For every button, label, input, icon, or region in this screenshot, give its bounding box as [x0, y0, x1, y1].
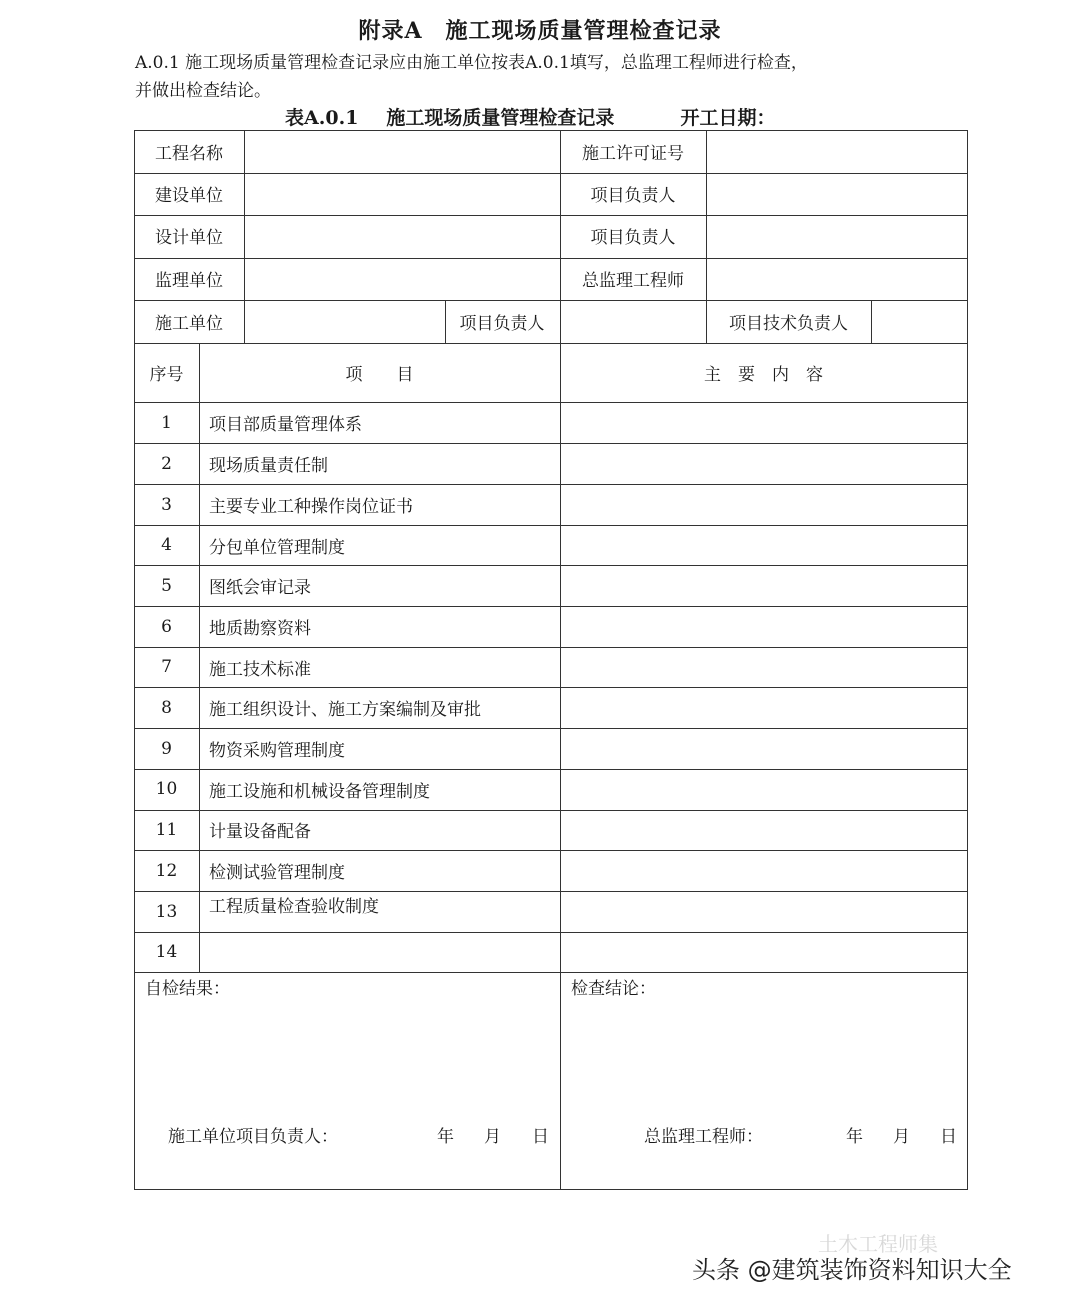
column-header-no: 序号	[149, 365, 184, 385]
row-content-field[interactable]	[560, 525, 967, 565]
supervisor-signer-label: 总监理工程师：	[644, 1126, 763, 1147]
project-name-field[interactable]	[245, 130, 559, 172]
row-number: 14	[155, 942, 178, 962]
table-caption	[285, 103, 775, 130]
row-number: 1	[161, 412, 172, 433]
contractor-signer-label: 施工单位项目负责人：	[168, 1126, 338, 1147]
design-unit-field[interactable]	[245, 214, 559, 257]
row-number: 2	[161, 453, 172, 474]
row-item: 施工技术标准	[209, 659, 311, 680]
row-number: 8	[161, 697, 172, 718]
contractor-sign-month: 月	[484, 1126, 501, 1147]
row-number: 9	[161, 738, 172, 759]
design-unit-label: 设计单位	[155, 228, 223, 248]
chief-supervisor-label: 总监理工程师	[582, 270, 684, 291]
table-number: 表A.0.1	[285, 107, 359, 129]
row-number: 13	[155, 901, 178, 922]
row-content-field[interactable]	[560, 647, 967, 687]
row-content-field[interactable]	[560, 484, 967, 525]
construction-unit-field[interactable]	[245, 172, 559, 214]
row-number: 5	[161, 575, 172, 596]
row-content-field[interactable]	[560, 932, 967, 972]
owner-manager-label: 项目负责人	[590, 185, 676, 206]
row-content-field[interactable]	[560, 850, 967, 891]
appendix-title: 附录A 施工现场质量管理检查记录	[358, 18, 722, 44]
contractor-sign-year: 年	[437, 1126, 454, 1147]
permit-number-field[interactable]	[707, 130, 967, 172]
row-number: 12	[155, 860, 178, 881]
contractor-sign-day: 日	[532, 1126, 549, 1147]
chief-supervisor-field[interactable]	[707, 257, 967, 299]
row-content-field[interactable]	[560, 769, 967, 809]
technical-manager-label: 项目技术负责人	[729, 314, 848, 334]
construction-unit-label: 建设单位	[155, 185, 223, 206]
row-item: 图纸会审记录	[209, 578, 311, 598]
row-number: 4	[161, 535, 172, 555]
watermark-faint-text: 土木工程师集	[818, 1232, 938, 1256]
watermark-text: 头条 @建筑装饰资料知识大全	[692, 1256, 1012, 1284]
row-content-field[interactable]	[560, 809, 967, 850]
row-item: 施工组织设计、施工方案编制及审批	[209, 700, 481, 720]
project-name-label: 工程名称	[155, 143, 223, 164]
row-item: 项目部质量管理体系	[209, 415, 362, 435]
row-item[interactable]	[209, 932, 559, 972]
row-content-field[interactable]	[560, 728, 967, 769]
row-number: 7	[161, 657, 172, 677]
contractor-unit-field[interactable]	[245, 300, 444, 343]
row-item: 物资采购管理制度	[209, 741, 345, 761]
contractor-manager-field[interactable]	[560, 300, 706, 343]
conclusion-label: 检查结论：	[571, 978, 656, 999]
start-date-label: 开工日期：	[680, 107, 776, 129]
row-content-field[interactable]	[560, 606, 967, 647]
permit-number-label: 施工许可证号	[582, 143, 684, 164]
column-header-item: 项 目	[345, 365, 414, 385]
row-content-field[interactable]	[560, 891, 967, 932]
row-content-field[interactable]	[560, 443, 967, 484]
contractor-manager-label: 项目负责人	[459, 314, 545, 334]
design-manager-field[interactable]	[707, 214, 967, 257]
supervisor-sign-year: 年	[846, 1126, 863, 1147]
row-item: 施工设施和机械设备管理制度	[209, 781, 430, 802]
row-item: 地质勘察资料	[209, 619, 311, 639]
row-item: 现场质量责任制	[209, 456, 328, 476]
supervisor-sign-month: 月	[893, 1126, 910, 1147]
row-item: 工程质量检查验收制度	[209, 897, 379, 917]
intro-text-line-2: 并做出检查结论。	[135, 81, 271, 101]
row-number: 11	[155, 819, 178, 840]
technical-manager-field[interactable]	[871, 300, 967, 343]
row-number: 6	[161, 616, 172, 637]
column-header-content: 主 要 内 容	[704, 365, 823, 385]
row-item: 计量设备配备	[209, 822, 311, 842]
row-item: 分包单位管理制度	[209, 537, 345, 558]
supervisor-sign-day: 日	[940, 1126, 957, 1147]
row-number: 10	[155, 779, 178, 799]
owner-manager-field[interactable]	[707, 172, 967, 214]
row-item: 检测试验管理制度	[209, 863, 345, 883]
table-title: 施工现场质量管理检查记录	[386, 107, 615, 129]
row-content-field[interactable]	[560, 402, 967, 443]
supervision-unit-label: 监理单位	[155, 270, 223, 291]
contractor-unit-label: 施工单位	[155, 314, 223, 334]
row-number: 3	[161, 494, 172, 515]
row-content-field[interactable]	[560, 565, 967, 606]
row-item: 主要专业工种操作岗位证书	[209, 497, 413, 517]
self-check-label: 自检结果：	[145, 978, 230, 999]
row-content-field[interactable]	[560, 687, 967, 728]
supervision-unit-field[interactable]	[245, 257, 559, 299]
intro-text-line-1: A.0.1 施工现场质量管理检查记录应由施工单位按表A.0.1填写，总监理工程师进行检查，	[135, 53, 808, 73]
design-manager-label: 项目负责人	[590, 228, 676, 248]
